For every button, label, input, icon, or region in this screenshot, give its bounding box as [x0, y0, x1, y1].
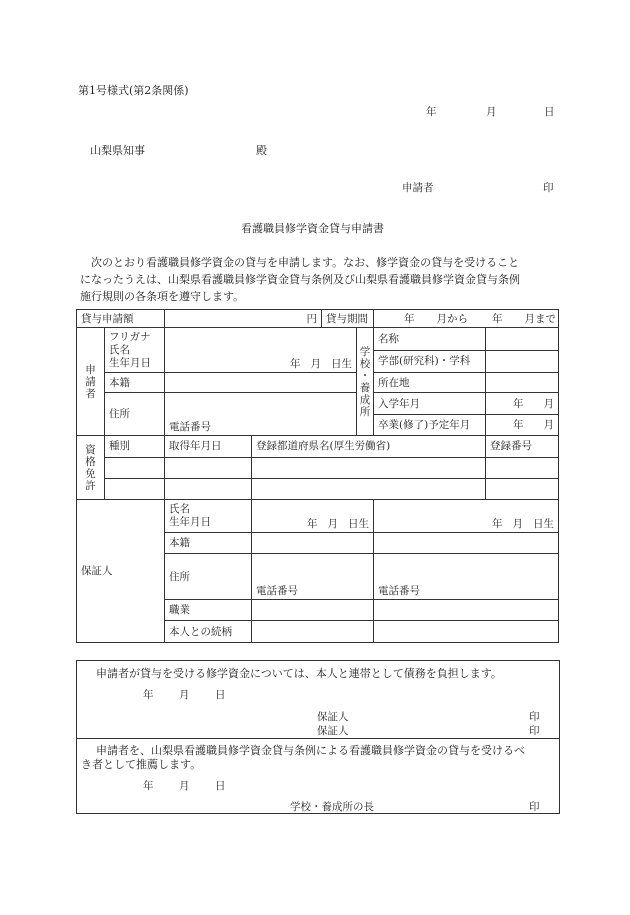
g1-birth-year: 年	[307, 517, 318, 530]
license-acquired-label: 取得年月日	[165, 436, 252, 457]
guarantor-relation-label: 本人との続柄	[165, 621, 252, 643]
recommend-month: 月	[179, 780, 190, 792]
intro-line-2: になったうえは、山梨県看護職員修学資金貸与条例及び山梨県看護職員修学資金貸与条例	[80, 273, 520, 286]
guarantor-1-label: 保証人	[317, 711, 349, 723]
g1-phone-label: 電話番号	[256, 585, 298, 598]
guarantor2-name-field[interactable]	[374, 500, 559, 533]
school-name-label: 名称	[374, 328, 486, 350]
grad-year: 年	[513, 419, 524, 432]
license-acquired-field-1[interactable]	[165, 457, 252, 478]
graduation-field[interactable]	[486, 414, 559, 435]
guarantor-name-label: 氏名	[169, 503, 190, 516]
faculty-field[interactable]	[486, 350, 559, 372]
birth-year: 年	[290, 358, 301, 371]
applicant-label: 申請者	[402, 182, 434, 194]
g1-birth-month: 月	[327, 517, 338, 530]
g2-birth-day: 日生	[533, 517, 555, 530]
guarantor1-domicile-field[interactable]	[252, 532, 374, 553]
period-from-year: 年	[404, 312, 415, 325]
address-field[interactable]	[165, 393, 357, 436]
guarantee-text: 申請者が貸与を受ける修学資金については、本人と連帯として債務を負担します。	[96, 667, 502, 680]
guarantor-1-seal: 印	[529, 711, 540, 723]
intro-line-1: 次のとおり看護職員修学資金の貸与を申請します。なお、修学資金の貸与を受けること	[91, 256, 520, 269]
date-day-label: 日	[544, 106, 555, 118]
period-to-month: 月まで	[524, 312, 556, 325]
guarantor2-domicile-field[interactable]	[374, 532, 559, 553]
guarantor-birth-label: 生年月日	[169, 516, 211, 529]
guarantor1-address-field[interactable]	[252, 554, 374, 600]
guarantee-year: 年	[143, 689, 154, 701]
furigana-label: フリガナ	[109, 330, 151, 343]
birth-month: 月	[310, 358, 321, 371]
guarantor-name-labels	[165, 500, 252, 533]
enroll-month: 月	[543, 397, 555, 410]
birthdate-label: 生年月日	[109, 356, 151, 369]
honorific: 殿	[256, 144, 267, 157]
guarantor-address-label: 住所	[165, 554, 252, 600]
license-regno-field-1[interactable]	[486, 457, 559, 478]
guarantor2-occupation-field[interactable]	[374, 600, 559, 621]
g2-phone-label: 電話番号	[378, 585, 420, 598]
loan-amount-label: 貸与申請額	[77, 310, 165, 328]
license-kind-field-2[interactable]	[105, 478, 165, 499]
date-year-label: 年	[426, 106, 437, 118]
guarantor-section-label: 保証人	[77, 500, 165, 643]
license-prefecture-label: 登録都道府県名(厚生労働省)	[252, 436, 486, 457]
guarantor-domicile-label: 本籍	[165, 532, 252, 553]
address-label: 住所	[105, 393, 165, 436]
principal-label: 学校・養成所の長	[290, 801, 374, 813]
guarantor1-relation-field[interactable]	[252, 621, 374, 643]
box-divider	[77, 738, 559, 739]
addressee: 山梨県知事	[90, 144, 145, 157]
recommend-day: 日	[215, 780, 226, 792]
license-kind-label: 種別	[105, 436, 165, 457]
period-to-year: 年	[492, 312, 503, 325]
date-month-label: 月	[486, 106, 497, 118]
loan-period-field[interactable]	[374, 310, 559, 328]
license-section-label: 資 格 免 許	[77, 436, 105, 500]
name-label: 氏名	[109, 343, 130, 356]
guarantor2-relation-field[interactable]	[374, 621, 559, 643]
license-prefecture-field-1[interactable]	[252, 457, 486, 478]
g1-birth-day: 日生	[348, 517, 369, 530]
application-table	[76, 309, 559, 643]
school-name-field[interactable]	[486, 328, 559, 350]
yen-label: 円	[306, 312, 317, 325]
phone-label: 電話番号	[169, 421, 211, 434]
applicant-section-label: 申 請 者	[77, 328, 105, 436]
guarantee-month: 月	[179, 689, 190, 701]
name-labels	[105, 328, 165, 373]
license-regno-label: 登録番号	[486, 436, 559, 457]
loan-amount-field[interactable]	[165, 310, 322, 328]
location-label: 所在地	[374, 373, 486, 393]
birth-day: 日生	[331, 358, 352, 371]
domicile-field[interactable]	[165, 373, 357, 393]
domicile-label: 本籍	[105, 373, 165, 393]
location-field[interactable]	[486, 373, 559, 393]
guarantee-box	[76, 660, 560, 814]
license-kind-field-1[interactable]	[105, 457, 165, 478]
period-from-month: 月から	[436, 312, 468, 325]
guarantor-2-seal: 印	[529, 725, 540, 737]
guarantor1-occupation-field[interactable]	[252, 600, 374, 621]
guarantor-occupation-label: 職業	[165, 600, 252, 621]
guarantee-day: 日	[215, 689, 226, 701]
form-number: 第1号様式(第2条関係)	[78, 84, 189, 97]
license-prefecture-field-2[interactable]	[252, 478, 486, 499]
guarantor1-name-field[interactable]	[252, 500, 374, 533]
g2-birth-year: 年	[492, 517, 503, 530]
recommend-line-2: き者として推薦します。	[81, 758, 202, 771]
applicant-seal: 印	[543, 182, 554, 194]
enroll-year: 年	[513, 397, 524, 410]
applicant-name-field[interactable]	[165, 328, 357, 373]
loan-period-label: 貸与期間	[322, 310, 374, 328]
grad-month: 月	[543, 419, 555, 432]
license-acquired-field-2[interactable]	[165, 478, 252, 499]
principal-seal: 印	[529, 801, 540, 813]
enrollment-label: 入学年月	[374, 393, 486, 414]
faculty-label: 学部(研究科)・学科	[374, 350, 486, 372]
enrollment-field[interactable]	[486, 393, 559, 414]
graduation-label: 卒業(修了)予定年月	[374, 414, 486, 435]
intro-line-3: 施行規則の各条項を遵守します。	[80, 290, 245, 303]
guarantor-2-label: 保証人	[317, 725, 349, 737]
guarantor2-address-field[interactable]	[374, 554, 559, 600]
document-title: 看護職員修学資金貸与申請書	[241, 222, 384, 235]
recommend-line-1: 申請者を、山梨県看護職員修学資金貸与条例による看護職員修学資金の貸与を受けるべ	[96, 744, 525, 757]
license-regno-field-2[interactable]	[486, 478, 559, 499]
intro-text	[80, 254, 560, 305]
recommend-year: 年	[143, 780, 154, 792]
school-section-label: 学 校 ・ 養 成 所	[357, 328, 374, 436]
g2-birth-month: 月	[512, 517, 524, 530]
